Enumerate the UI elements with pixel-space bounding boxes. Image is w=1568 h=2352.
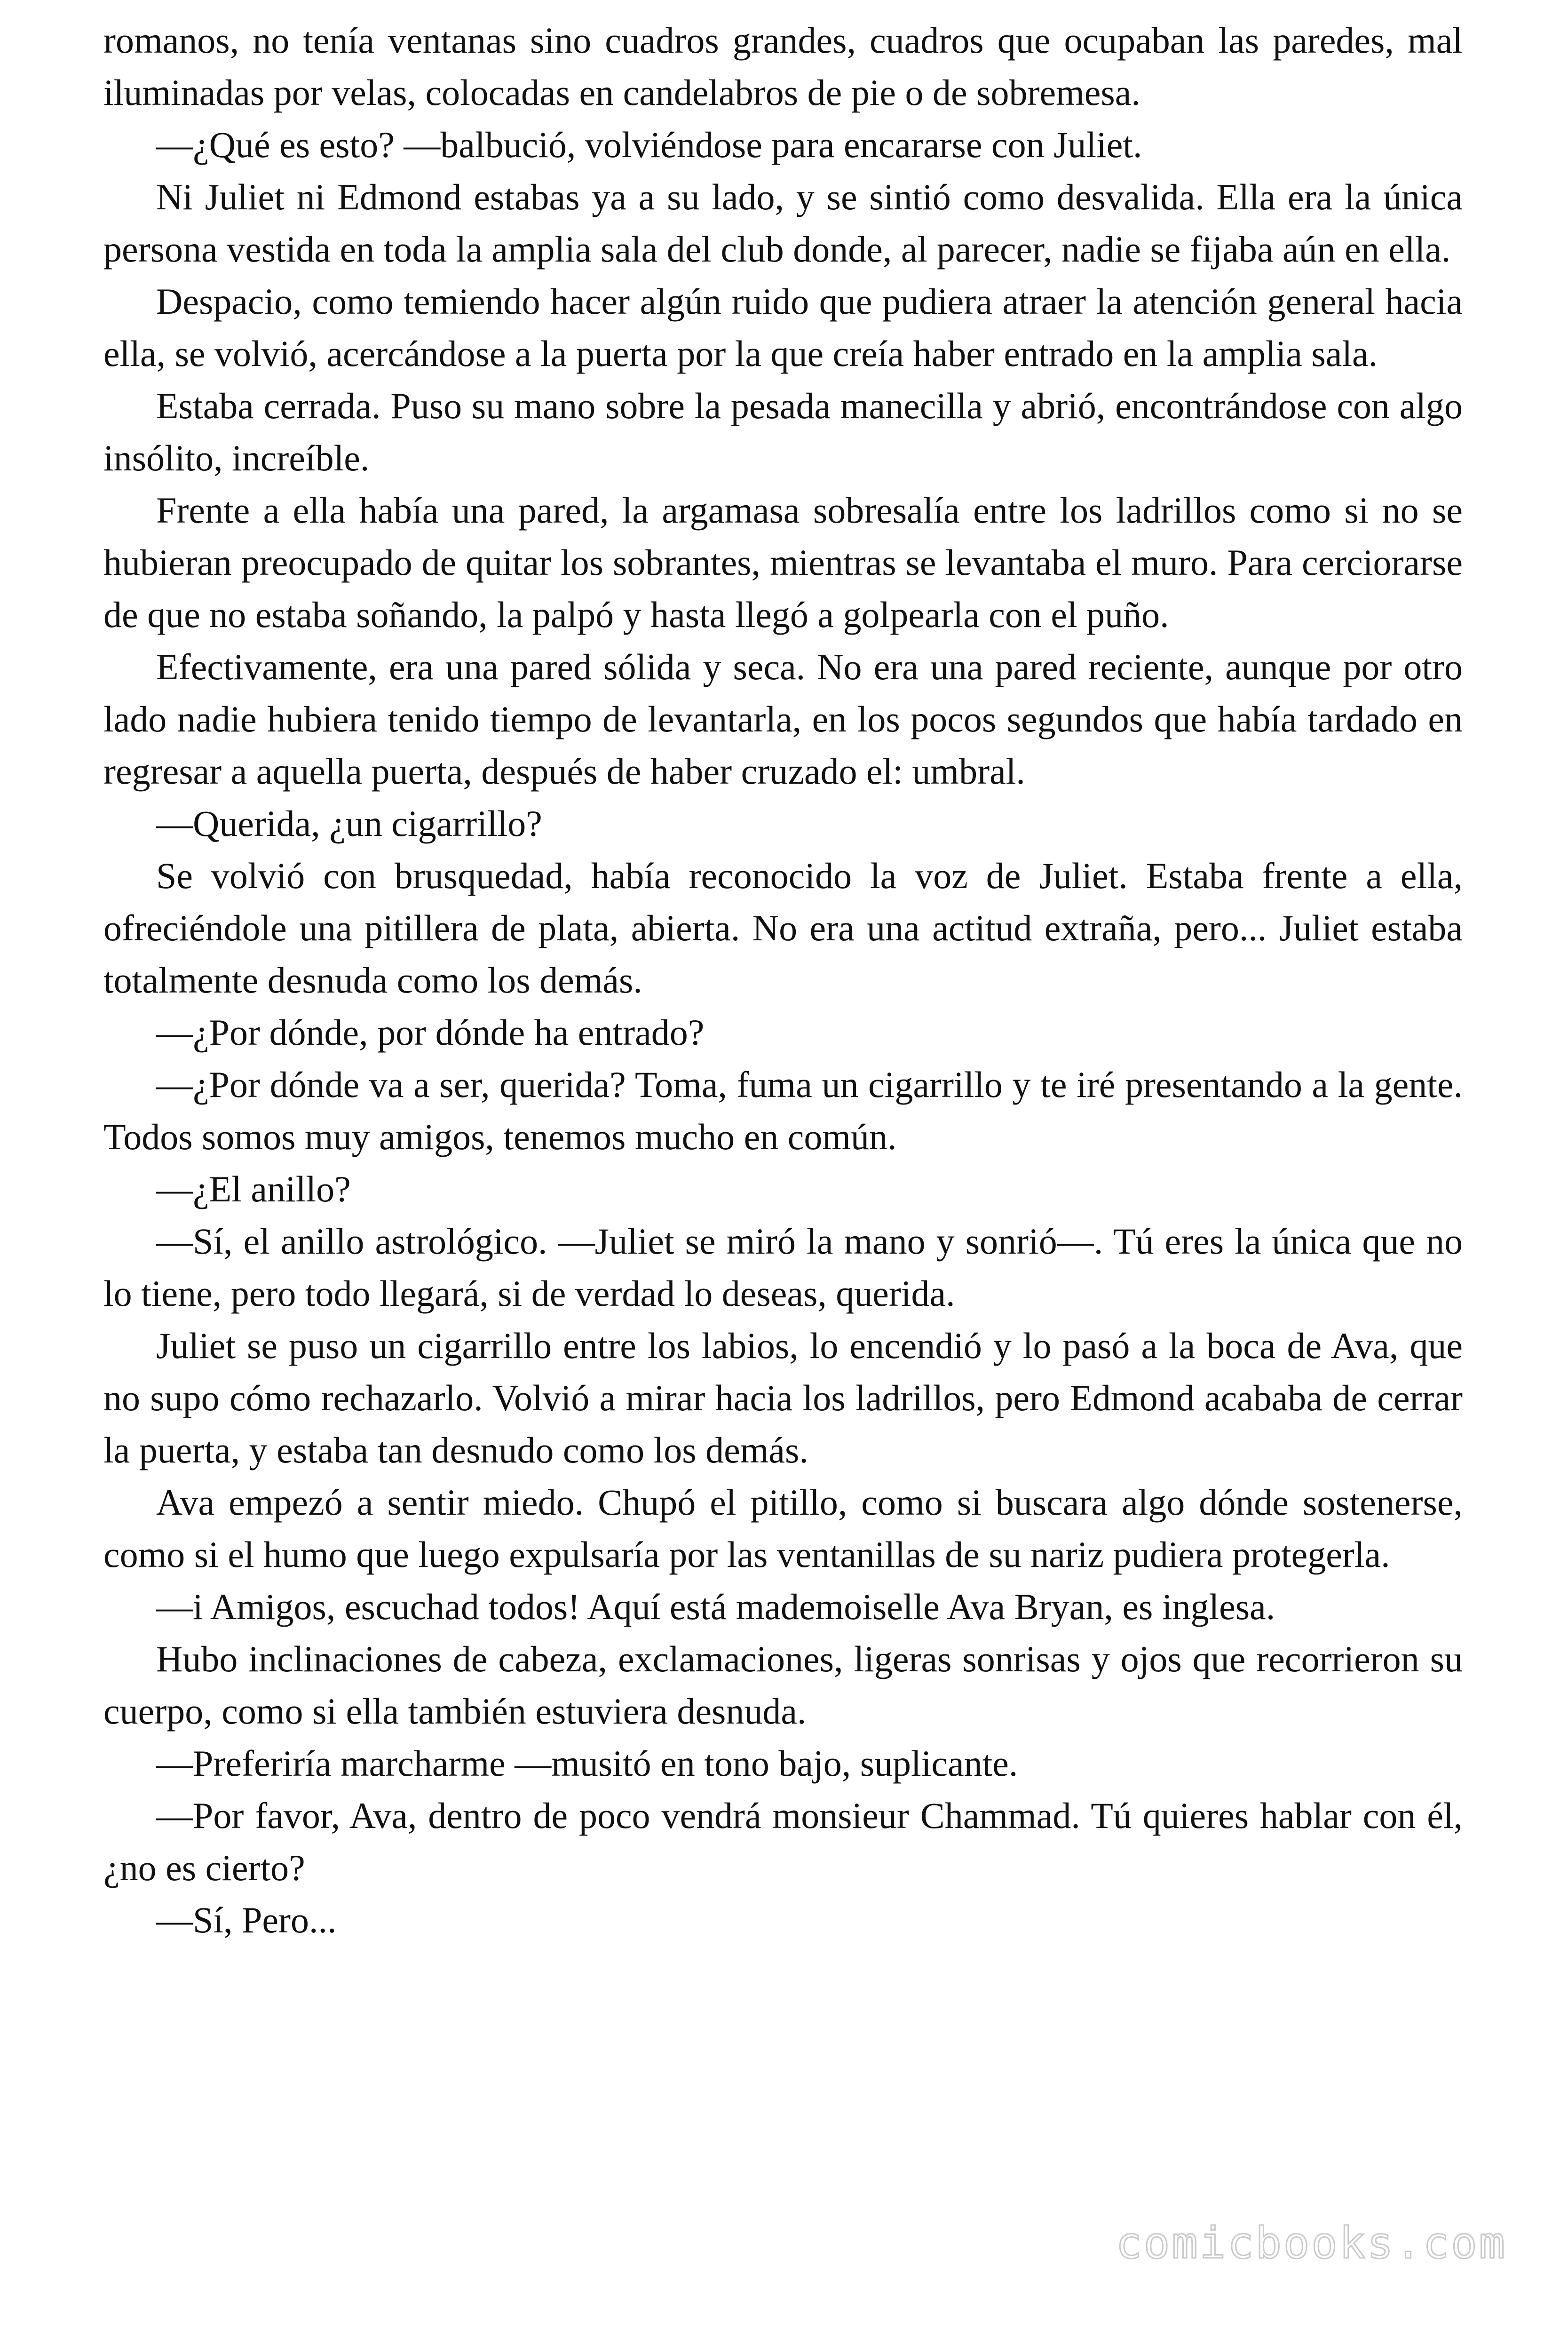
paragraph-9: Se volvió con brusquedad, había reconocido la voz de Juliet. Estaba frente a ella, ofreciéndole una pitillera de plata, abierta. No era una actitud extraña, pero... Juliet estaba totalmente desnuda como los demás.	[103, 855, 1463, 1001]
paragraph-7: Efectivamente, era una pared sólida y seca. No era una pared reciente, aunque por otro lado nadie hubiera tenido tiempo de levantarla, en los pocos segundos que había tardado en regresar a aquella puerta, después de haber cruzado el: umbral.	[103, 646, 1463, 792]
paragraph-4: Despacio, como temiendo hacer algún ruido que pudiera atraer la atención general hacia ella, se volvió, acercándose a la puerta por la que creía haber entrado en la amplia sala.	[103, 281, 1463, 374]
paragraph-20: —Sí, Pero...	[156, 1899, 337, 1940]
paragraph-13: —Sí, el anillo astrológico. —Juliet se miró la mano y sonrió—. Tú eres la única que no lo tiene, pero todo llegará, si de verdad lo deseas, querida.	[103, 1221, 1463, 1314]
paragraph-18: —Preferiría marcharme —musitó en tono bajo, suplicante.	[156, 1743, 1018, 1784]
document-page	[103, 14, 1463, 1946]
paragraph-17: Hubo inclinaciones de cabeza, exclamaciones, ligeras sonrisas y ojos que recorrieron su cuerpo, como si ella también estuviera desnuda.	[103, 1638, 1463, 1732]
paragraph-19: —Por favor, Ava, dentro de poco vendrá monsieur Chammad. Tú quieres hablar con él, ¿no es cierto?	[103, 1795, 1463, 1888]
paragraph-14: Juliet se puso un cigarrillo entre los labios, lo encendió y lo pasó a la boca de Ava, que no supo cómo rechazarlo. Volvió a mirar hacia los ladrillos, pero Edmond acababa de cerrar la puerta, y estaba tan desnudo como los demás.	[103, 1325, 1463, 1470]
paragraph-10: —¿Por dónde, por dónde ha entrado?	[156, 1012, 705, 1053]
paragraph-3: Ni Juliet ni Edmond estabas ya a su lado, y se sintió como desvalida. Ella era la única persona vestida en toda la amplia sala del club donde, al parecer, nadie se fijaba aún en ella.	[103, 176, 1463, 270]
paragraph-12: —¿El anillo?	[156, 1168, 351, 1209]
paragraph-2: —¿Qué es esto? —balbució, volviéndose para encararse con Juliet.	[156, 124, 1142, 165]
paragraph-16: —i Amigos, escuchad todos! Aquí está mademoiselle Ava Bryan, es inglesa.	[156, 1586, 1275, 1627]
paragraph-6: Frente a ella había una pared, la argamasa sobresalía entre los ladrillos como si no se hubieran preocupado de quitar los sobrantes, mientras se levantaba el muro. Para cerciorarse de que no estaba soñando, la palpó y hasta llegó a golpearla con el puño.	[103, 490, 1463, 635]
paragraph-1: romanos, no tenía ventanas sino cuadros grandes, cuadros que ocupaban las paredes, mal iluminadas por velas, colocadas en candelabros de pie o de sobremesa.	[103, 20, 1463, 113]
paragraph-15: Ava empezó a sentir miedo. Chupó el pitillo, como si buscara algo dónde sostenerse, como si el humo que luego expulsaría por las ventanillas de su nariz pudiera protegerla.	[103, 1482, 1463, 1575]
watermark: comicbooks.com	[1116, 2218, 1507, 2268]
paragraph-5: Estaba cerrada. Puso su mano sobre la pesada manecilla y abrió, encontrándose con algo insólito, increíble.	[103, 385, 1463, 478]
paragraph-8: —Querida, ¿un cigarrillo?	[156, 803, 542, 844]
paragraph-11: —¿Por dónde va a ser, querida? Toma, fuma un cigarrillo y te iré presentando a la gente. Todos somos muy amigos, tenemos mucho en común.	[103, 1064, 1463, 1157]
